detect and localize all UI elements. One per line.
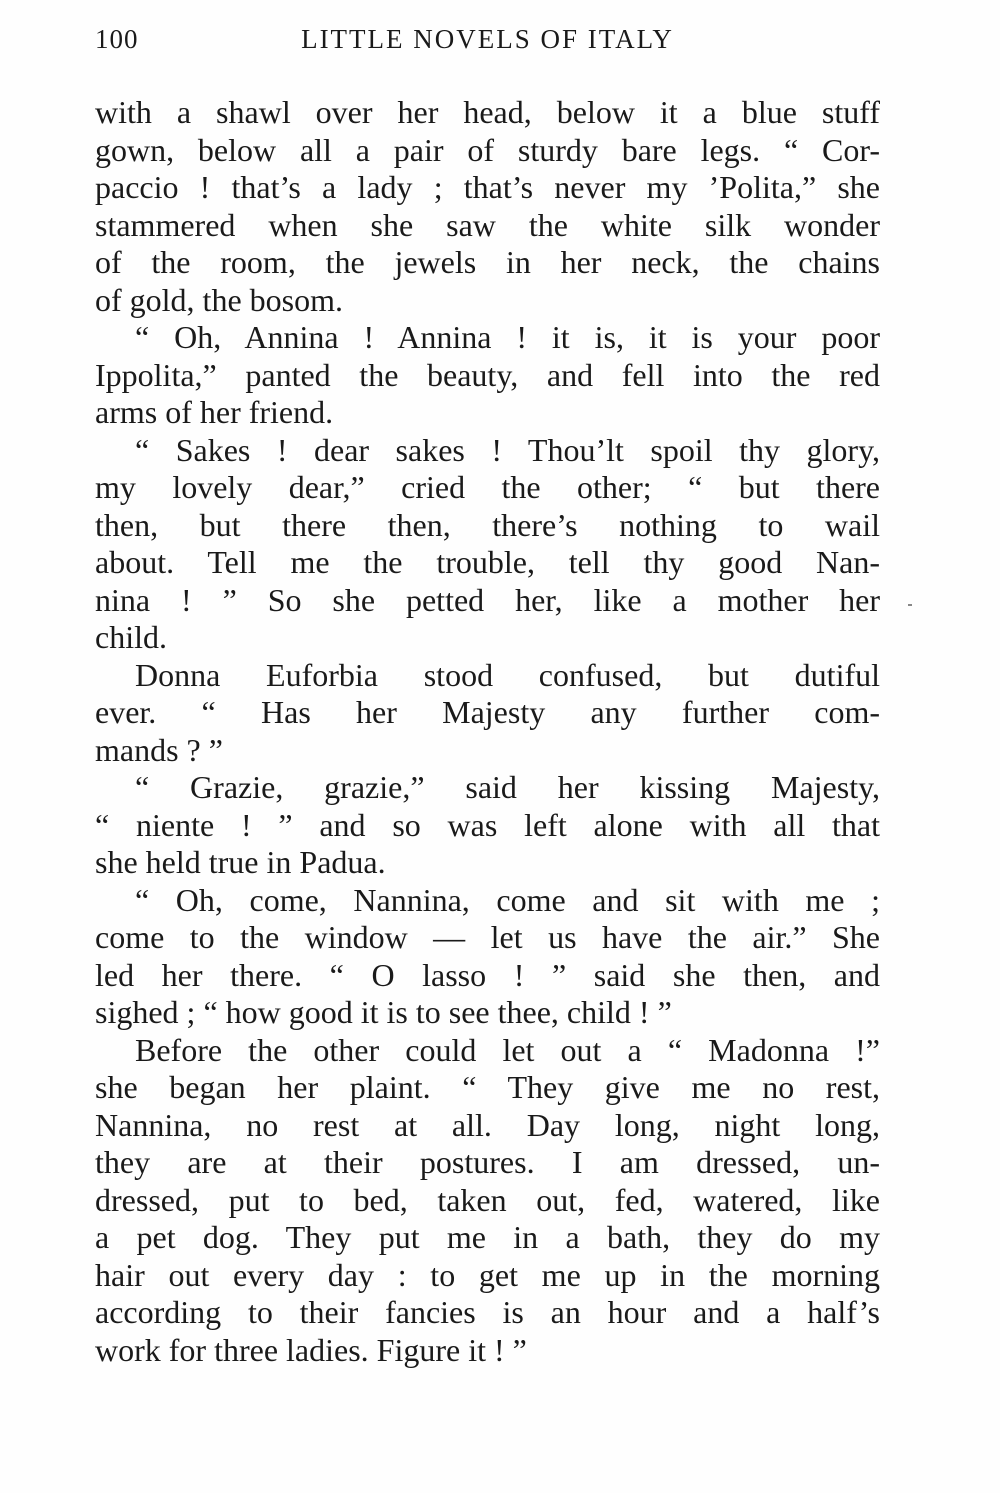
margin-speck — [908, 604, 912, 606]
text-line: a pet dog. They put me in a bath, they do my — [95, 1219, 880, 1255]
text-line: paccio ! that’s a lady ; that’s never my ’Polita,” she — [95, 169, 880, 205]
running-head — [95, 24, 880, 64]
text-line: my lovely dear,” cried the other; “ but there — [95, 469, 880, 505]
text-line: arms of her friend. — [95, 394, 334, 430]
text-line: “ Sakes ! dear sakes ! Thou’lt spoil thy glory, — [135, 431, 880, 468]
text-line: she held true in Padua. — [95, 844, 386, 880]
text-line: child. — [95, 619, 167, 655]
text-line: work for three ladies. Figure it ! ” — [95, 1331, 527, 1368]
text-line: dressed, put to bed, taken out, fed, watered, like — [95, 1181, 880, 1218]
text-line: with a shawl over her head, below it a blue stuff — [95, 94, 880, 130]
text-line: “ Grazie, grazie,” said her kissing Majesty, — [135, 769, 880, 805]
text-line: of the room, the jewels in her neck, the chains — [95, 244, 880, 280]
text-line: ever. “ Has her Majesty any further com- — [95, 694, 880, 730]
text-line: hair out every day : to get me up in the morning — [95, 1256, 880, 1293]
text-line: Before the other could let out a “ Madonna !” — [135, 1031, 880, 1068]
text-line: according to their fancies is an hour and a half’s — [95, 1294, 880, 1330]
text-line: of gold, the bosom. — [95, 281, 343, 318]
text-line: “ Oh, come, Nannina, come and sit with me ; — [135, 881, 880, 918]
text-line: gown, below all a pair of sturdy bare legs. “ Cor- — [95, 131, 880, 168]
text-line: “ Oh, Annina ! Annina ! it is, it is your poor — [135, 319, 880, 355]
text-line: they are at their postures. I am dressed, un- — [95, 1144, 880, 1180]
text-line: “ niente ! ” and so was left alone with all that — [95, 806, 880, 843]
book-title: LITTLE NOVELS OF ITALY — [301, 24, 674, 54]
text-line: sighed ; “ how good it is to see thee, child ! ” — [95, 994, 672, 1030]
text-line: led her there. “ O lasso ! ” said she then, and — [95, 956, 880, 993]
text-line: stammered when she saw the white silk wonder — [95, 206, 880, 243]
text-line: then, but there then, there’s nothing to wail — [95, 506, 880, 543]
text-line: Ippolita,” panted the beauty, and fell into the red — [95, 356, 880, 393]
text-line: nina ! ” So she petted her, like a mother her — [95, 581, 880, 618]
text-line: mands ? ” — [95, 731, 223, 768]
body-text — [95, 94, 880, 1369]
text-line: Nannina, no rest at all. Day long, night long, — [95, 1106, 880, 1143]
text-line: she began her plaint. “ They give me no rest, — [95, 1069, 880, 1105]
page-number: 100 — [95, 24, 139, 54]
text-line: come to the window — let us have the air.” She — [95, 919, 880, 955]
text-line: about. Tell me the trouble, tell thy good Nan- — [95, 544, 880, 580]
text-line: Donna Euforbia stood confused, but dutiful — [135, 656, 880, 693]
